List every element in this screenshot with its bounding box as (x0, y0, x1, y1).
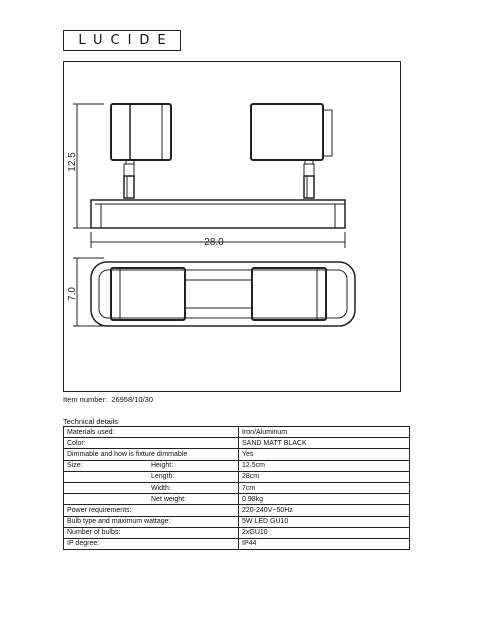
item-number-value: 26958/10/30 (111, 395, 153, 404)
spec-label: Number of bulbs: (67, 529, 121, 537)
spec-label: Power requirements: (67, 506, 132, 514)
spec-sublabel: Height: (151, 462, 174, 470)
spec-label-cell (64, 449, 239, 460)
spec-value: Iron/Aluminum (239, 427, 410, 438)
item-number (63, 395, 153, 404)
spot-arm-left (124, 164, 134, 198)
table-row (64, 538, 410, 549)
spec-label-cell (64, 427, 239, 438)
spec-value: IP44 (239, 538, 410, 549)
spot-arm-right (304, 164, 314, 198)
spec-label: IP degree: (67, 540, 100, 548)
spec-label: Dimmable and how is fixture dimmable (67, 450, 188, 458)
spec-value: 5W LED GU10 (239, 516, 410, 527)
width-dim-label: 7.0 (67, 287, 78, 301)
spec-label: Size: (67, 462, 83, 470)
spec-value: SAND MATT BLACK (239, 438, 410, 449)
spec-label-cell (64, 527, 239, 538)
spec-value: 12.5cm (239, 460, 410, 471)
technical-drawing-svg (64, 62, 402, 393)
table-row (64, 438, 410, 449)
spec-value: Yes (239, 449, 410, 460)
height-dim-label: 12.5 (67, 152, 78, 172)
table-row (64, 471, 410, 482)
spec-label-cell (64, 471, 239, 482)
table-row (64, 449, 410, 460)
spec-label-cell (64, 482, 239, 493)
brand-logo-text: LUCIDE (78, 33, 174, 48)
technical-drawing (63, 61, 401, 392)
length-dim-label: 28.0 (204, 237, 224, 248)
brand-logo (63, 30, 181, 51)
base-plate (91, 200, 345, 228)
spec-label: Bulb type and maximum wattage: (67, 518, 171, 526)
spec-sublabel: Length: (151, 473, 175, 481)
spec-value: 0.98kg (239, 494, 410, 505)
table-row (64, 494, 410, 505)
spec-sublabel: Net weight: (151, 495, 187, 503)
spec-label-cell (64, 438, 239, 449)
spec-value: 7cm (239, 482, 410, 493)
table-row (64, 427, 410, 438)
spec-label-cell (64, 516, 239, 527)
spec-label: Color: (67, 439, 86, 447)
spec-sublabel: Width: (151, 484, 171, 492)
spec-value: 28cm (239, 471, 410, 482)
spec-label: Materials used: (67, 428, 115, 436)
spec-value: 220-240V~50Hz (239, 505, 410, 516)
item-number-label: Item number: (63, 395, 108, 404)
table-row (64, 460, 410, 471)
spot-head-left (111, 104, 171, 164)
table-row (64, 505, 410, 516)
spec-label-cell (64, 494, 239, 505)
spec-label-cell (64, 460, 239, 471)
table-row (64, 527, 410, 538)
spec-label-cell (64, 505, 239, 516)
spec-value: 2xGU10 (239, 527, 410, 538)
table-row (64, 482, 410, 493)
top-view (91, 262, 355, 326)
spec-label-cell (64, 538, 239, 549)
table-row (64, 516, 410, 527)
technical-details-title: Technical details (63, 417, 119, 426)
technical-details-table (63, 426, 410, 550)
spot-head-right (251, 104, 332, 164)
